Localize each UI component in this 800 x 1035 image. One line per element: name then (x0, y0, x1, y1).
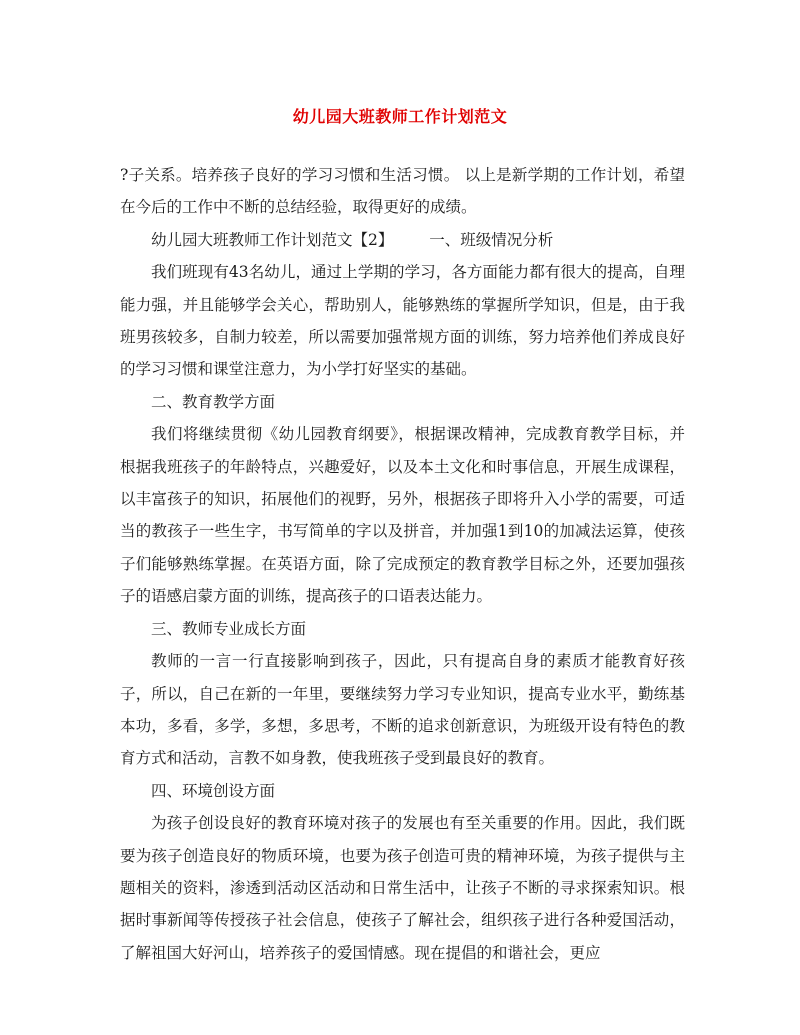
paragraph-section-heading: 幼儿园大班教师工作计划范文【2】 一、班级情况分析 (151, 230, 554, 249)
heading-environment: 四、环境创设方面 (151, 781, 276, 800)
heading-teacher-growth: 三、教师专业成长方面 (151, 619, 307, 638)
document-title: 幼儿园大班教师工作计划范文 (292, 107, 508, 126)
paragraph-intro: ?子关系。培养孩子良好的学习习惯和生活习惯。 以上是新学期的工作计划，希望在今后的工作中不断的总结经验，取得更好的成绩。 (120, 166, 685, 217)
heading-teaching: 二、教育教学方面 (151, 392, 276, 411)
paragraph-environment: 为孩子创设良好的教育环境对孩子的发展也有至关重要的作用。因此，我们既要为孩子创造良好的物质环境，也要为孩子创造可贵的精神环境，为孩子提供与主题相关的资料，渗透到活动区活动和日常生活中，让孩子不断的寻求探索知识。根据时事新闻等传授孩子社会信息，使孩子了解社会，组织孩子进行各种爱国活动，了解祖国大好河山，培养孩子的爱国情感。现在提倡的和谐社会，更应 (120, 814, 685, 962)
paragraph-class-analysis: 我们班现有43名幼儿，通过上学期的学习，各方面能力都有很大的提高，自理能力强，并且能够学会关心，帮助别人，能够熟练的掌握所学知识，但是，由于我班男孩较多，自制力较差，所以需要加强常规方面的训练，努力培养他们养成良好的学习习惯和课堂注意力，为小学打好坚实的基础。 (120, 263, 685, 379)
document-body (120, 159, 685, 969)
paragraph-teacher-growth: 教师的一言一行直接影响到孩子，因此，只有提高自身的素质才能教育好孩子，所以，自己在新的一年里，要继续努力学习专业知识，提高专业水平，勤练基本功，多看，多学，多想，多思考，不断的追求创新意识，为班级开设有特色的教育方式和活动，言教不如身教，使我班孩子受到最良好的教育。 (120, 652, 685, 768)
paragraph-teaching: 我们将继续贯彻《幼儿园教育纲要》，根据课改精神，完成教育教学目标，并根据我班孩子的年龄特点，兴趣爱好，以及本土文化和时事信息，开展生成课程，以丰富孩子的知识，拓展他们的视野，另外，根据孩子即将升入小学的需要，可适当的教孩子一些生字，书写简单的字以及拼音，并加强1到10的加减法运算，使孩子们能够熟练掌握。在英语方面，除了完成预定的教育教学目标之外，还要加强孩子的语感启蒙方面的训练，提高孩子的口语表达能力。 (120, 425, 685, 606)
